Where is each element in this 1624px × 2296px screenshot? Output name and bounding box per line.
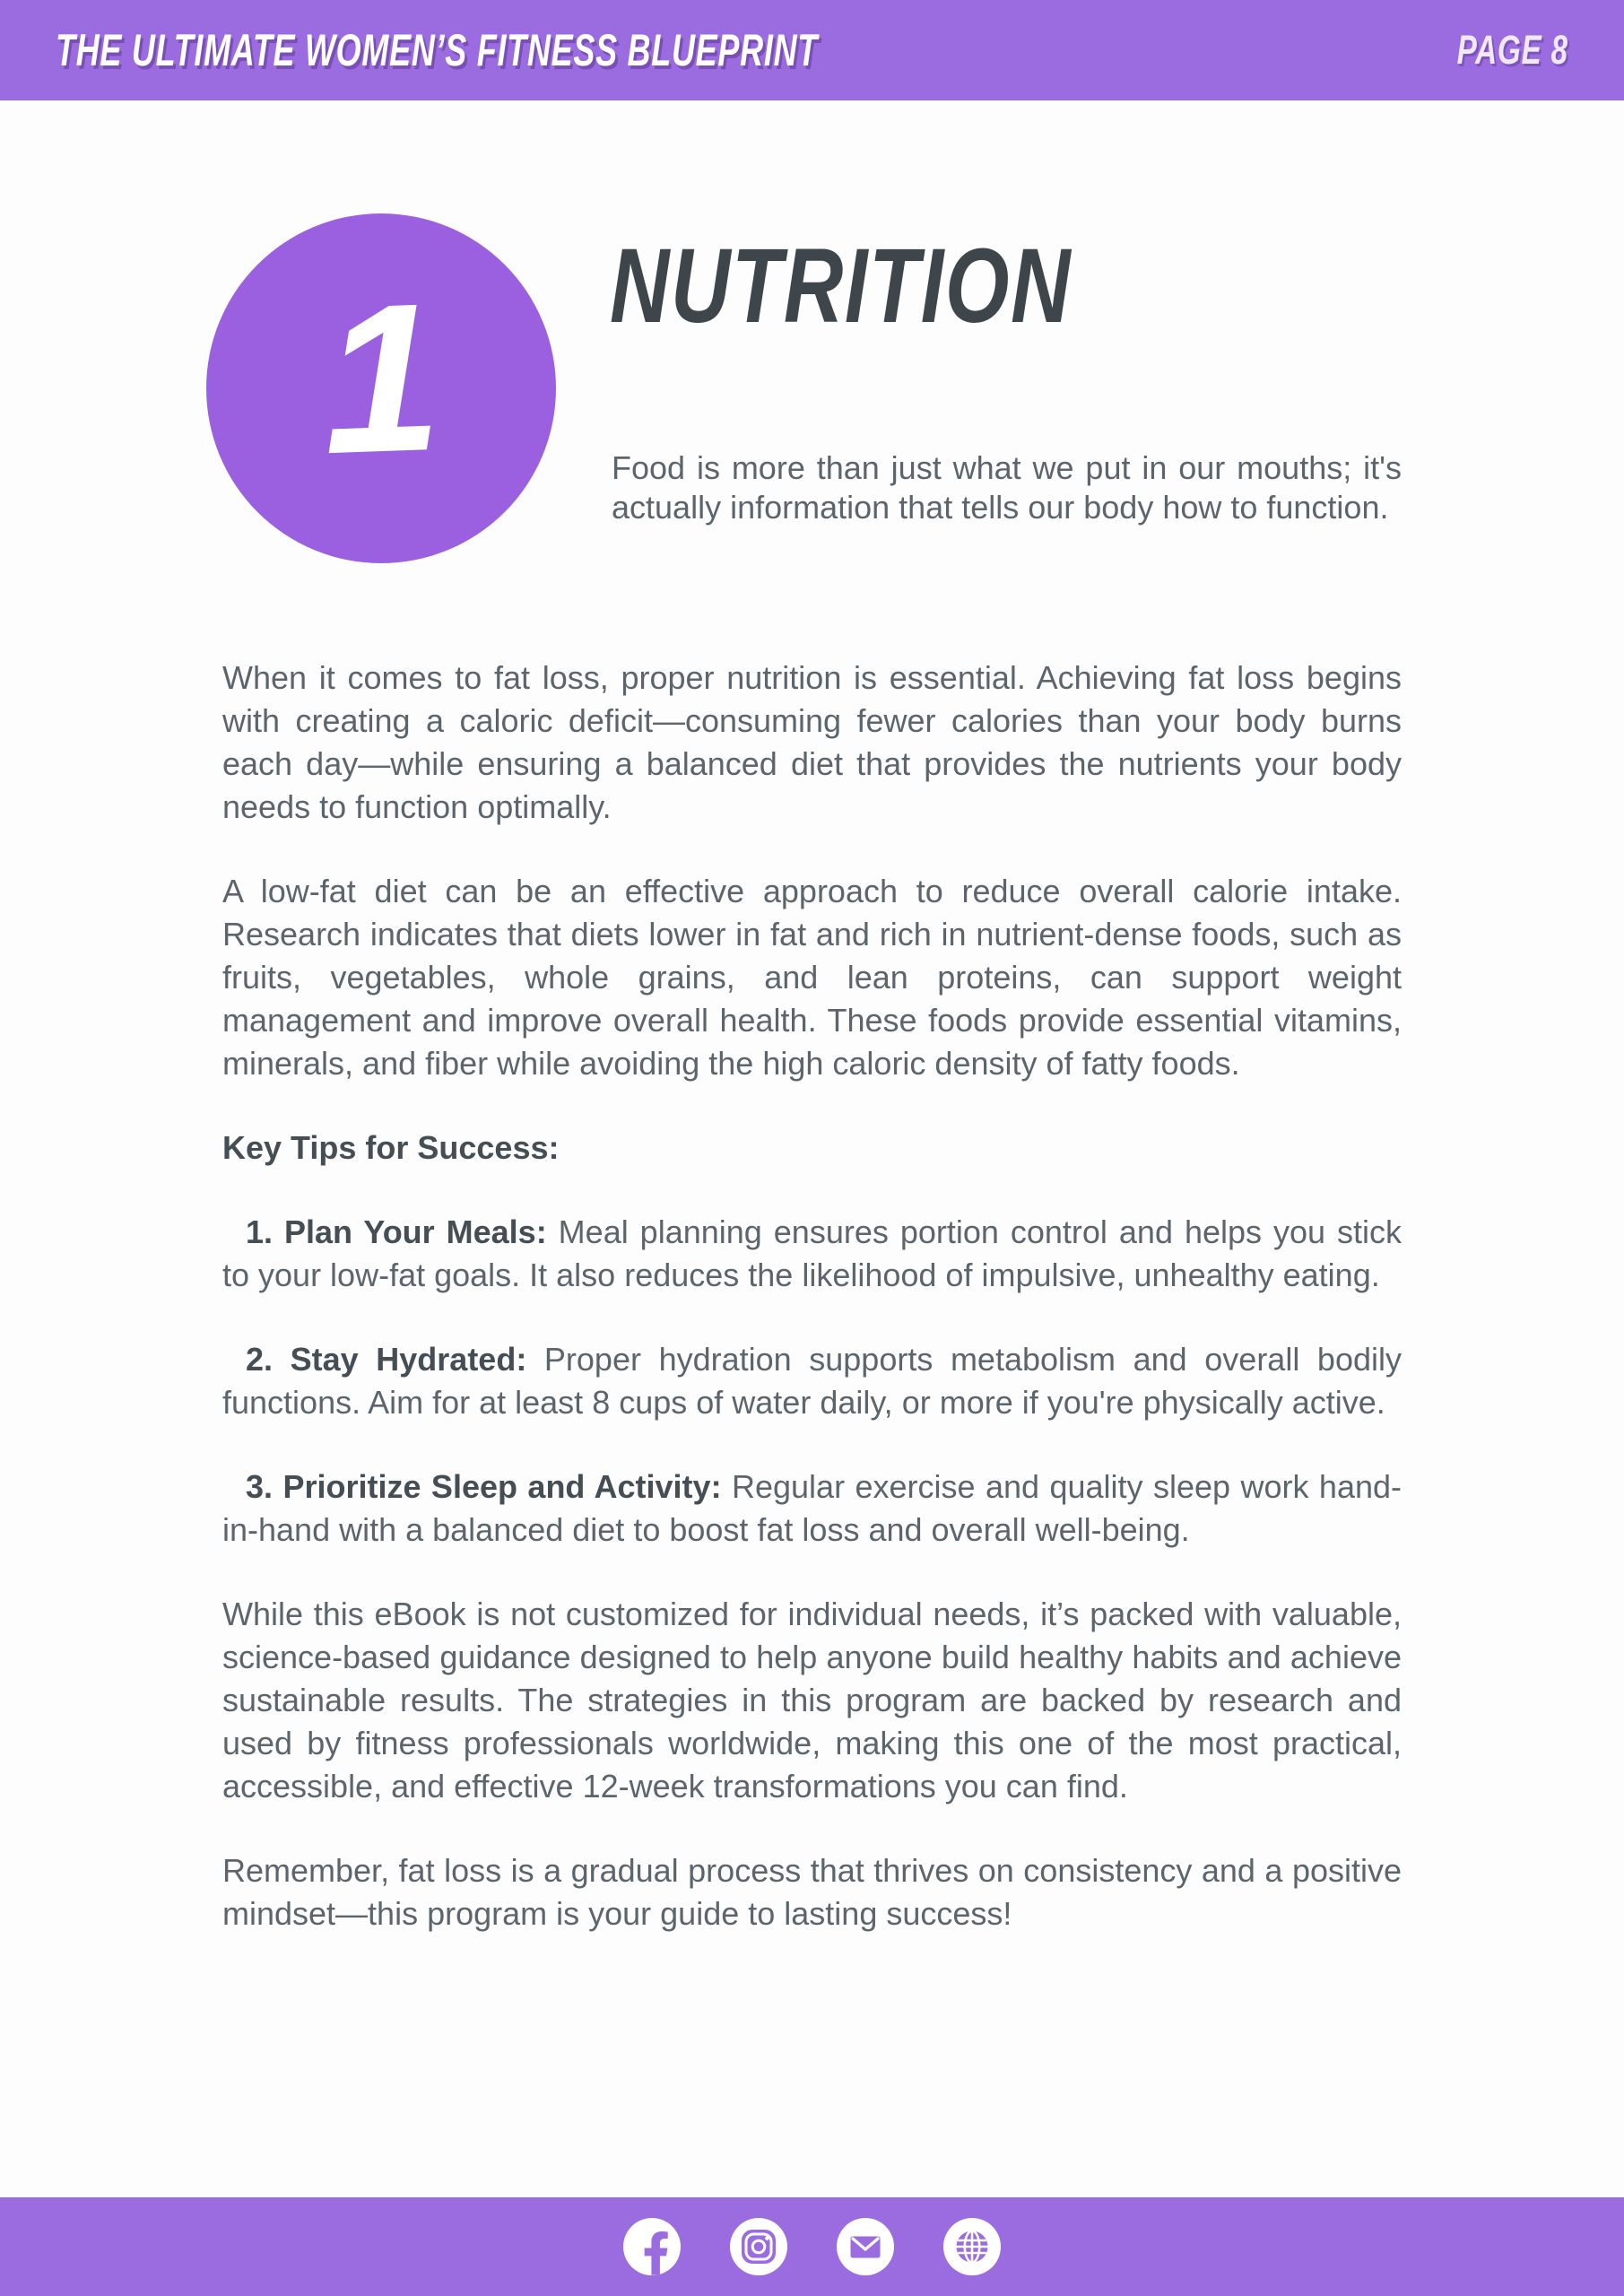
ebook-title: THE ULTIMATE WOMEN’S FITNESS BLUEPRINT xyxy=(56,25,819,75)
paragraph-remember: Remember, fat loss is a gradual process that thrives on consistency and a positive mindset—this program is your guide to lasting success! xyxy=(222,1852,1402,1932)
tip-1-label: 1. Plan Your Meals: xyxy=(246,1213,547,1250)
key-tips-section xyxy=(222,1126,1402,1552)
tip-item-3 xyxy=(222,1465,1402,1552)
body-content xyxy=(222,657,1402,1977)
page-number-label: PAGE 8 xyxy=(1456,27,1568,73)
tip-item-2 xyxy=(222,1338,1402,1424)
chapter-subtitle: Food is more than just what we put in our mouths; it's actually information that tells our body how to function. xyxy=(612,449,1402,526)
header-bar xyxy=(0,0,1624,100)
tip-item-1 xyxy=(222,1211,1402,1297)
facebook-icon[interactable] xyxy=(623,2218,681,2275)
key-tips-heading: Key Tips for Success: xyxy=(222,1129,560,1166)
footer-bar xyxy=(0,2197,1624,2296)
instagram-icon[interactable] xyxy=(730,2218,787,2275)
paragraph-ebook: While this eBook is not customized for individual needs, it’s packed with valuable, science-based guidance designed to help anyone build healthy habits and achieve sustainable results. The strategies in this program are backed by research and used by fitness professionals worldwide, making this one of the most practical, accessible, and effective 12-week transformations you can find. xyxy=(222,1596,1402,1805)
paragraph-intro: When it comes to fat loss, proper nutrition is essential. Achieving fat loss begins with creating a caloric deficit—consuming fewer calories than your body burns each day—while ensuring a balanced diet that provides the nutrients your body needs to function optimally. xyxy=(222,659,1402,825)
tip-3-text: Regular exercise and quality sleep work hand-in-hand with a balanced diet to boost fat loss and overall well-being. xyxy=(222,1468,1403,1548)
paragraph-lowfat: A low-fat diet can be an effective approach to reduce overall calorie intake. Research indicates that diets lower in fat and rich in nutrient-dense foods, such as fruits, vegetables, whole grains, and lean proteins, can support weight management and improve overall health. These foods provide essential vitamins, minerals, and fiber while avoiding the high caloric density of fatty foods. xyxy=(222,873,1402,1082)
tip-2-label: 2. Stay Hydrated: xyxy=(246,1341,527,1378)
tip-1-text: Meal planning ensures portion control and helps you stick to your low-fat goals. It also reduces the likelihood of impulsive, unhealthy eating. xyxy=(222,1213,1402,1293)
email-icon[interactable] xyxy=(837,2218,894,2275)
tip-3-label: 3. Prioritize Sleep and Activity: xyxy=(246,1468,722,1505)
chapter-title: NUTRITION xyxy=(610,227,1073,345)
chapter-hero xyxy=(222,100,1402,657)
chapter-number: 1 xyxy=(318,257,444,498)
tip-2-text: Proper hydration supports metabolism and overall bodily functions. Aim for at least 8 cups of water daily, or more if you're physically active. xyxy=(222,1341,1402,1421)
chapter-number-circle xyxy=(206,213,556,563)
website-globe-icon[interactable] xyxy=(943,2218,1001,2275)
